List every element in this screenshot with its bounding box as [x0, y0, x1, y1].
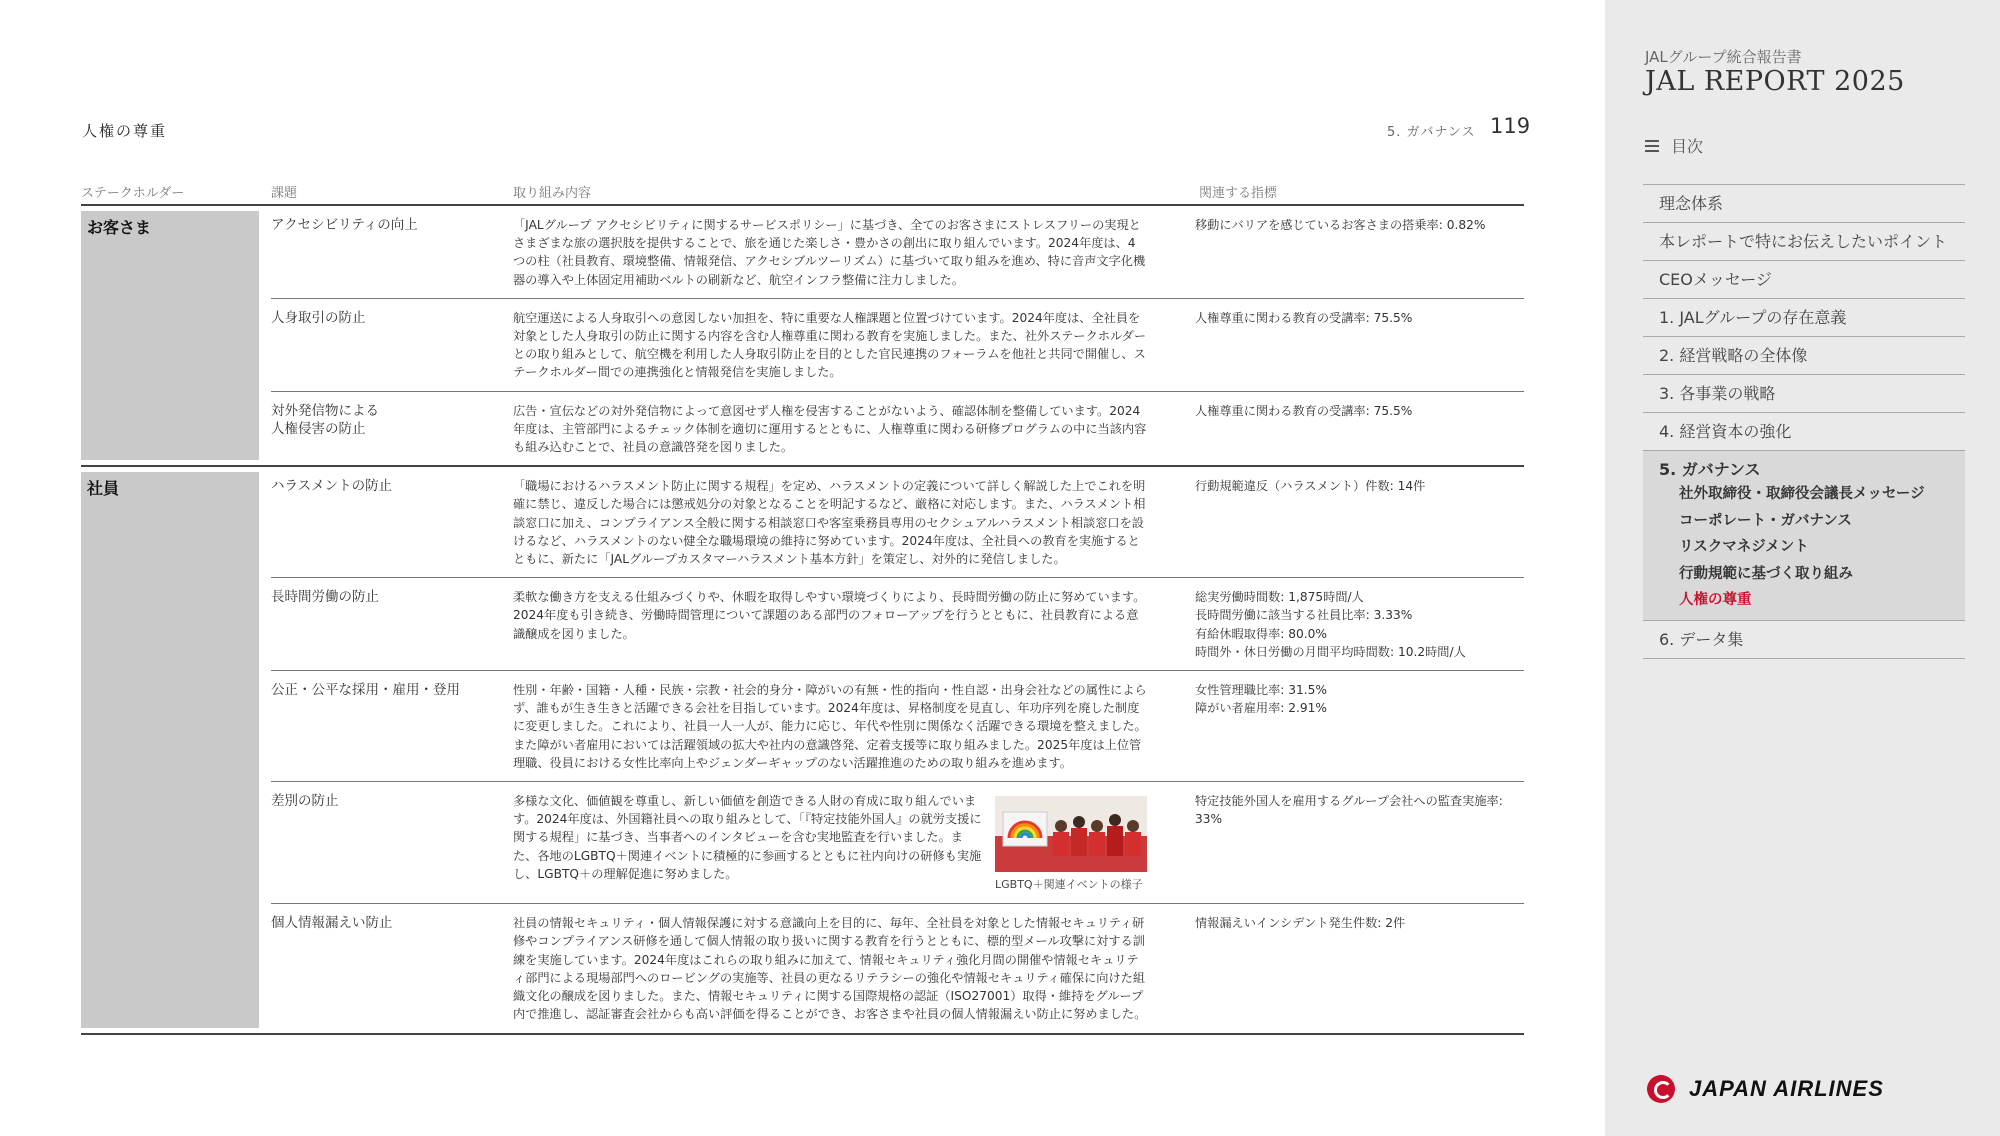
- stakeholder-group-employees: [81, 467, 1524, 1034]
- table-row: [271, 206, 1524, 299]
- metric-cell: 移動にバリアを感じているお客さまの搭乗率: 0.82%: [1195, 218, 1486, 232]
- toc-item-capital[interactable]: 4. 経営資本の強化: [1643, 412, 1965, 450]
- metric-cell: 人権尊重に関わる教育の受講率: 75.5%: [1195, 403, 1413, 418]
- photo-illustration: [995, 796, 1147, 872]
- toc-subitem-risk-management[interactable]: リスクマネジメント: [1679, 539, 1809, 555]
- column-header-content: 取り組み内容: [513, 186, 592, 201]
- toc-label: 目次: [1671, 137, 1704, 156]
- table-row: [271, 467, 1524, 578]
- metric-cell: 行動規範違反（ハラスメント）件数: 14件: [1195, 479, 1426, 494]
- table-row: [271, 299, 1524, 392]
- section-label: 5. ガバナンス: [1387, 125, 1476, 140]
- photo-caption: LGBTQ＋関連イベントの様子: [995, 878, 1143, 892]
- toc-item-philosophy[interactable]: 理念体系: [1643, 184, 1965, 222]
- metric-cell: 情報漏えいインシデント発生件数: 2件: [1195, 916, 1406, 931]
- column-header-stakeholder: ステークホルダー: [81, 186, 185, 201]
- content-cell: 社員の情報セキュリティ・個人情報保護に対する意識向上を目的に、毎年、全社員を対象とした情報セキュリティ研修やコンプライアンス研修を通して個人情報の取り扱いに関する教育を行うとともに、標的型メール攻撃に対する訓練を実施しています。2024年度はこれらの取り組みに加えて、情報セキュリティ強化月間の開催や情報セキュリティ部門による現場部門へのロービングの実施等、社員の更なるリテラシーの強化や情報セキュリティ確保に向けた組織文化の醸成を図りました。また、情報セキュリティに関する国際規格の認証（ISO27001）取得・維持をグループ内で推進し、認証審査会社からも高い評価を得ることができ、お客さまや社員の個人情報漏えい防止に努めました。: [513, 916, 1147, 1022]
- topic-cell: 長時間労働の防止: [271, 589, 379, 606]
- table-row: [271, 392, 1524, 466]
- toc-item-data[interactable]: 6. データ集: [1643, 621, 1965, 659]
- stakeholder-cell: [81, 211, 259, 460]
- content-cell: 性別・年齢・国籍・人種・民族・宗教・社会的身分・障がいの有無・性的指向・性自認・出身会社などの属性によらず、誰もが生き生きと活躍できる会社を目指しています。2024年度は、昇格制度を見直し、年功序列を廃した制度に変更しました。これにより、社員一人一人が、能力に応じ、年代や性別に関係なく活躍できる環境を整えました。また障がい者雇用においては活躍領域の拡大や社内の意識啓発、定着支援等に取り組みました。2025年度は上位管理職、役員における女性比率向上やジェンダーギャップのない活躍推進のための取り組みを進めます。: [513, 683, 1147, 770]
- toc-item-purpose[interactable]: 1. JALグループの存在意義: [1643, 298, 1965, 336]
- table-row: [271, 578, 1524, 671]
- toc-item-governance-label[interactable]: 5. ガバナンス: [1659, 460, 1761, 479]
- column-header-metric: 関連する指標: [1199, 186, 1278, 201]
- column-header-topic: 課題: [271, 186, 298, 201]
- tsurumaru-logo-icon: [1647, 1075, 1675, 1103]
- table-header: [81, 180, 1524, 206]
- topic-cell: 差別の防止: [271, 793, 339, 810]
- stakeholder-cell: [81, 472, 259, 1027]
- table-row: [271, 904, 1524, 1032]
- toc-subitem-corporate-governance[interactable]: コーポレート・ガバナンス: [1679, 512, 1852, 529]
- toc-subitem-human-rights[interactable]: 人権の尊重: [1679, 592, 1752, 608]
- human-rights-table: [81, 180, 1524, 1035]
- topic-cell: 人身取引の防止: [271, 309, 366, 326]
- metric-cell: 人権尊重に関わる教育の受講率: 75.5%: [1195, 310, 1413, 325]
- toc-item-ceo-message[interactable]: CEOメッセージ: [1643, 260, 1965, 298]
- content-cell: 「職場におけるハラスメント防止に関する規程」を定め、ハラスメントの定義について詳しく解説した上でこれを明確に禁じ、違反した場合には懲戒処分の対象となることを明記するなど、厳格に対応します。また、ハラスメント相談窓口に加え、コンプライアンス全般に関する相談窓口や客室乗務員専用のセクシュアルハラスメント相談窓口を設けるなど、ハラスメントのない健全な職場環境の維持に努めています。2024年度は、全社員への教育を実施するとともに、新たに「JALグループカスタマーハラスメント基本方針」を策定し、対外的に発信しました。: [513, 479, 1146, 567]
- stakeholder-name: 社員: [87, 479, 120, 499]
- page-title: 人権の尊重: [82, 122, 168, 140]
- metric-cell: 女性管理職比率: 31.5% 障がい者雇用率: 2.91%: [1195, 683, 1328, 716]
- topic-cell: ハラスメントの防止: [271, 478, 393, 495]
- toc-button[interactable]: [1645, 134, 1703, 157]
- content-cell: [513, 786, 1153, 894]
- topic-cell: 対外発信物による 人権侵害の防止: [271, 402, 379, 437]
- table-row: [271, 782, 1524, 904]
- topic-cell: 公正・公平な採用・雇用・登用: [271, 682, 460, 699]
- table-row: [271, 671, 1524, 782]
- report-subtitle: JALグループ統合報告書: [1645, 48, 1802, 66]
- menu-icon: [1645, 140, 1659, 152]
- photo-figure: [995, 796, 1147, 894]
- topic-cell: アクセシビリティの向上: [271, 217, 418, 233]
- brand-name: JAPAN AIRLINES: [1689, 1076, 1884, 1101]
- table-of-contents: [1643, 184, 1965, 659]
- topic-cell: 個人情報漏えい防止: [271, 915, 393, 932]
- metric-cell: 特定技能外国人を雇用するグループ会社への監査実施率: 33%: [1195, 794, 1503, 827]
- stakeholder-name: お客さま: [87, 218, 152, 237]
- content-cell: 航空運送による人身取引への意図しない加担を、特に重要な人権課題と位置づけています。2024年度は、全社員を対象とした人身取引の防止に関する内容を含む人権尊重に関わる教育を実施しました。また、社外ステークホルダーとの取り組みとして、航空機を利用した人身取引防止を目的とした官民連携のフォーラムを他社と共同で開催し、ステークホルダー間での連携強化と情報発信を実施しました。: [513, 310, 1147, 380]
- toc-item-key-points[interactable]: 本レポートで特にお伝えしたいポイント: [1643, 222, 1965, 260]
- brand-logo: [1647, 1075, 1884, 1103]
- sidebar: [1605, 0, 2000, 1136]
- content-cell: 柔軟な働き方を支える仕組みづくりや、休暇を取得しやすい環境づくりにより、長時間労働の防止に努めています。2024年度も引き続き、労働時間管理について課題のある部門のフォローアップを行うとともに、社員教育による意識醸成を図りました。: [513, 590, 1146, 641]
- metric-cell: 総実労働時間数: 1,875時間/人 長時間労働に該当する社員比率: 3.33% 有給休暇取得率: 80.0% 時間外・休日労働の月間平均時間数: 10.2時間/人: [1195, 590, 1466, 659]
- event-photo: [995, 796, 1147, 872]
- toc-subitem-code-of-conduct[interactable]: 行動規範に基づく取り組み: [1679, 565, 1853, 582]
- content-cell: 広告・宣伝などの対外発信物によって意図せず人権を侵害することがないよう、確認体制を整備しています。2024年度は、主管部門によるチェック体制を適切に運用するとともに、人権尊重に関わる研修プログラムの中に当該内容も組み込むことで、社員の意識啓発を図りました。: [513, 403, 1147, 455]
- report-title[interactable]: JAL REPORT 2025: [1645, 66, 1905, 97]
- page-number: 119: [1490, 114, 1531, 138]
- content-text: 多様な文化、価値観を尊重し、新しい価値を創造できる人財の育成に取り組んでいます。2024年度は、外国籍社員への取り組みとして、「『特定技能外国人』の就労支援に関する規程」に基づき、当事者へのインタビューを含む実地監査を行いました。また、各地のLGBTQ＋関連イベントに積極的に参画するとともに社内向けの研修も実施し、LGBTQ＋の理解促進に努めました。: [513, 794, 982, 881]
- toc-item-governance[interactable]: [1643, 450, 1965, 621]
- toc-item-business-strategy[interactable]: 3. 各事業の戦略: [1643, 374, 1965, 412]
- stakeholder-group-customers: [81, 206, 1524, 467]
- content-cell: 「JALグループ アクセシビリティに関するサービスポリシー」に基づき、全てのお客さまにストレスフリーの実現とさまざまな旅の選択肢を提供することで、旅を通じた楽しさ・豊かさの創出に取り組んでいます。2024年度は、4つの柱（社員教育、環境整備、情報発信、アクセシブルツーリズム）に基づいて取り組みを進め、特に音声文字化機器の導入や上体固定用補助ベルトの刷新など、航空インフラ整備に注力しました。: [513, 218, 1146, 287]
- toc-item-strategy[interactable]: 2. 経営戦略の全体像: [1643, 336, 1965, 374]
- toc-subitem-outside-director[interactable]: 社外取締役・取締役会議長メッセージ: [1679, 486, 1925, 502]
